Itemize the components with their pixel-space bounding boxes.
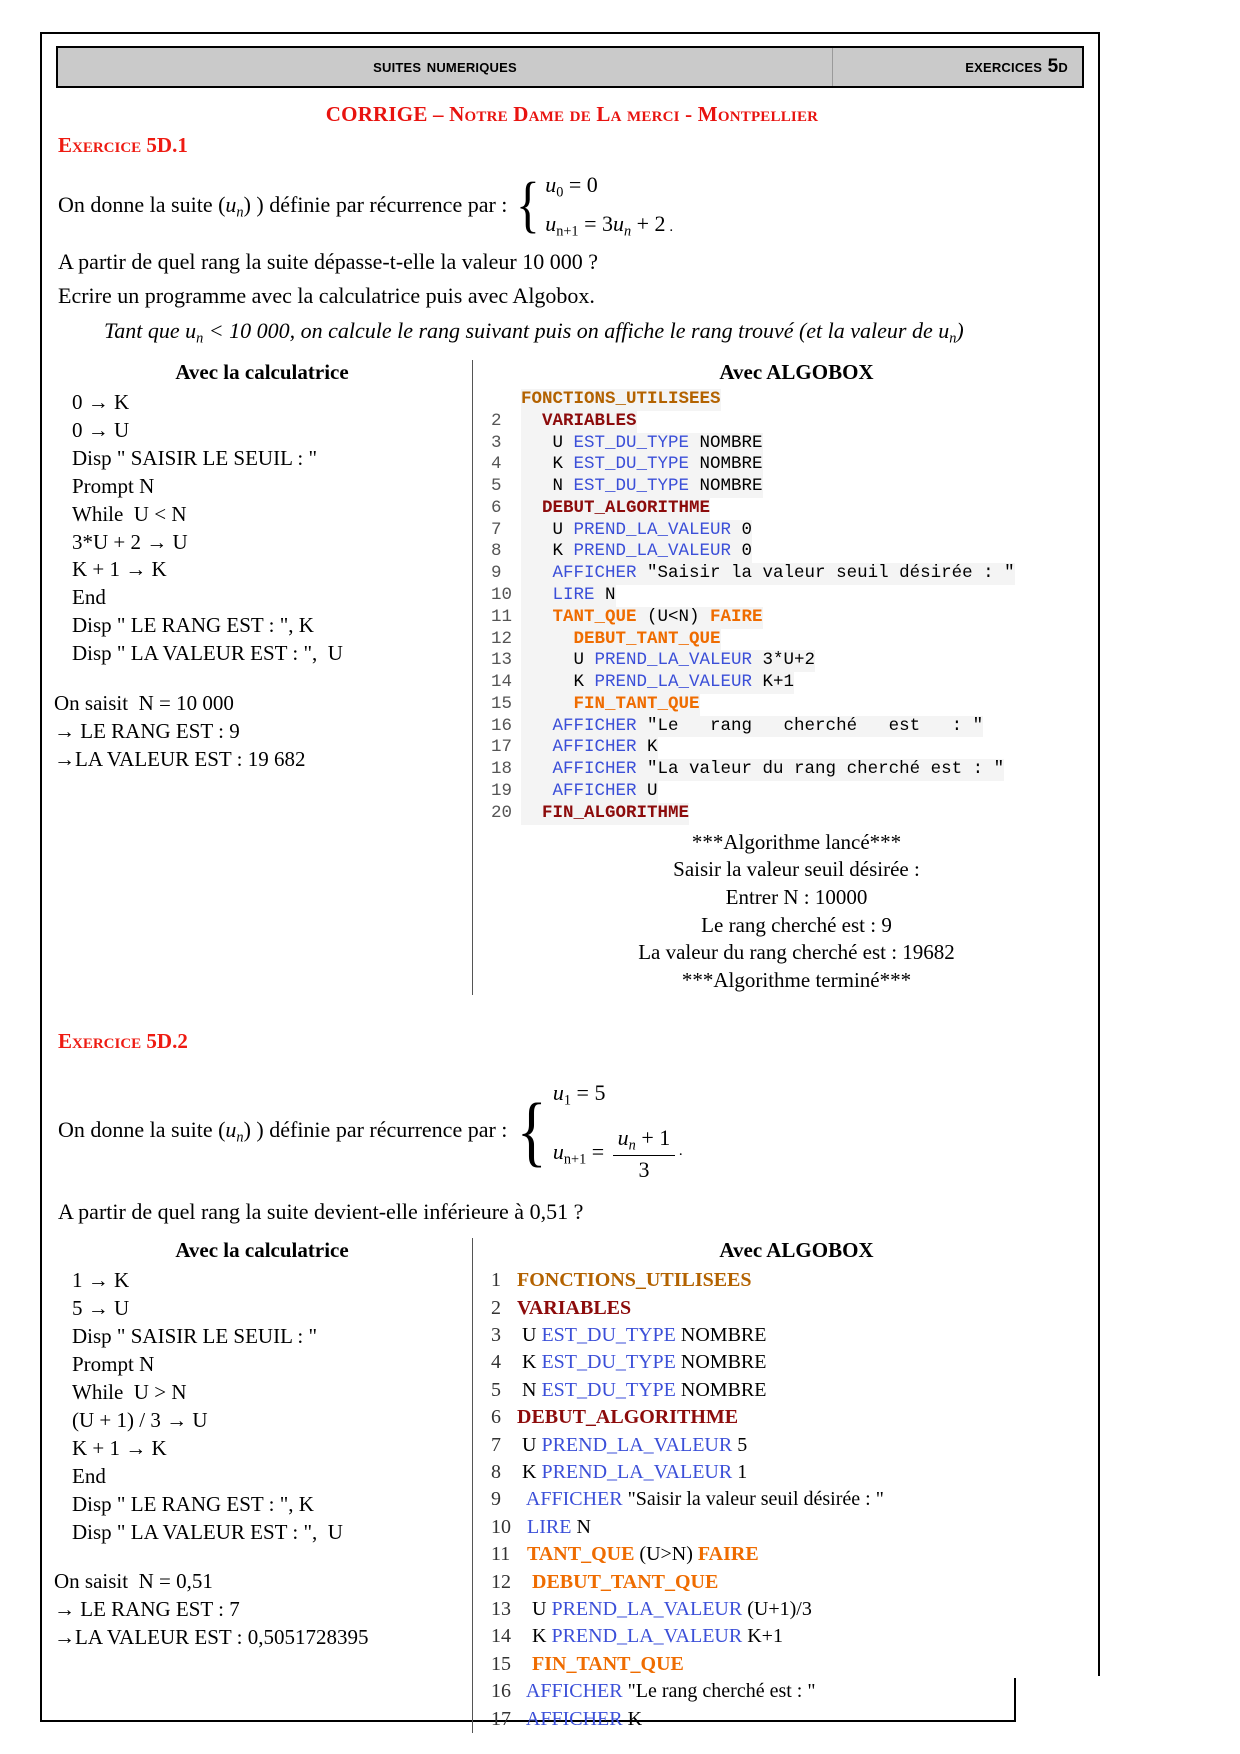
output-line: Saisir la valeur seuil désirée : <box>673 857 920 882</box>
result-line: → LE RANG EST : 9 <box>54 719 240 744</box>
algobox-token: U <box>517 1433 542 1456</box>
intro-end-text: ) définie par récurrence par : <box>256 191 508 217</box>
system-line-1: $u_0 = 0$ <box>545 172 598 201</box>
algobox-line-number: 3 <box>491 1324 501 1347</box>
algobox-line-code <box>517 1267 752 1294</box>
note-part-2: < 10 000, on calcule le rang suivant puis on affiche le rang trouvé (et la valeur de u <box>208 318 950 344</box>
algobox-line-code <box>517 1404 738 1431</box>
algobox-token: EST_DU_TYPE <box>573 476 690 497</box>
algobox-token <box>521 411 542 431</box>
algobox-line-code <box>517 1459 747 1486</box>
algobox-token: NOMBRE <box>675 1351 767 1374</box>
algobox-token: DEBUT_ALGORITHME <box>517 1406 739 1429</box>
algobox-line-number: 4 <box>491 1351 501 1374</box>
algobox-line-number: 15 <box>491 1652 511 1675</box>
calc-line: Prompt N <box>72 473 155 498</box>
algobox-line-code <box>517 1678 816 1705</box>
algobox-token: DEBUT_TANT_QUE <box>573 628 721 649</box>
algobox-line-number: 12 <box>491 1570 511 1593</box>
algobox-line <box>491 520 1102 542</box>
calc-line: End <box>72 1463 106 1488</box>
algobox-line-number: 6 <box>491 497 502 518</box>
algobox-line-code <box>521 672 794 694</box>
algobox-line <box>491 1459 1102 1486</box>
exercise-1-calc-results <box>52 690 472 774</box>
exercise-1-run-output <box>491 829 1102 995</box>
algobox-line-number: 4 <box>491 454 502 475</box>
exercise-1-algobox-column <box>472 360 1102 995</box>
algobox-line <box>491 1404 1102 1431</box>
algobox-line-number: 16 <box>491 1680 511 1703</box>
exercise-2-calc-heading: Avec la calculatrice <box>175 1238 349 1263</box>
calc-line: Disp " SAISIR LE SEUIL : " <box>72 445 318 470</box>
algobox-token: PREND_LA_VALEUR <box>551 1597 743 1620</box>
result-line: → LE RANG EST : 7 <box>54 1597 240 1622</box>
algobox-token <box>521 759 553 779</box>
algobox-token: AFFICHER <box>552 563 637 584</box>
algobox-token: AFFICHER <box>552 715 637 736</box>
algobox-line <box>491 411 1102 433</box>
algobox-token: NOMBRE <box>689 454 763 475</box>
algobox-token: U <box>517 1597 552 1620</box>
algobox-line-number: 9 <box>491 1488 501 1511</box>
algobox-line <box>491 607 1102 629</box>
algobox-token: PREND_LA_VALEUR <box>551 1625 743 1648</box>
calc-line: 0 → U <box>72 417 130 442</box>
exercise-2-system <box>513 1080 683 1184</box>
algobox-token: U <box>521 519 574 540</box>
exercise-2-calc-results <box>52 1568 472 1652</box>
note-part-1: Tant que u <box>104 318 197 344</box>
header-right-title: exercices 5d <box>965 56 1068 77</box>
algobox-line-code <box>517 1432 747 1459</box>
algobox-token: NOMBRE <box>689 432 763 453</box>
algobox-line <box>491 541 1102 563</box>
page-header <box>56 46 1084 88</box>
algobox-token: 1 <box>732 1461 748 1483</box>
algobox-line <box>491 454 1102 476</box>
algobox-token <box>521 716 553 736</box>
algobox-line <box>491 1377 1102 1404</box>
algobox-token: AFFICHER <box>552 781 637 801</box>
output-line: La valeur du rang cherché est : 19682 <box>638 940 955 965</box>
algobox-line <box>491 716 1102 738</box>
algobox-line-code <box>521 607 763 629</box>
algobox-line-number: 16 <box>491 715 513 736</box>
algobox-line-code <box>521 629 721 651</box>
algobox-line <box>491 629 1102 651</box>
algobox-line-code <box>517 1349 766 1376</box>
algobox-line-number: 7 <box>491 519 502 540</box>
algobox-line-code <box>517 1706 642 1733</box>
algobox-line-number: 17 <box>491 737 513 758</box>
page-fold-corner <box>1014 1676 1100 1722</box>
algobox-line-number: 7 <box>491 1433 501 1456</box>
algobox-token: K <box>517 1351 542 1374</box>
algobox-token: PREND_LA_VALEUR <box>541 1461 733 1483</box>
algobox-line <box>491 1541 1102 1568</box>
algobox-token <box>521 498 542 518</box>
result-line: →LA VALEUR EST : 19 682 <box>54 747 306 771</box>
algobox-token: "Le rang cherché est : " <box>622 1680 816 1703</box>
algobox-line <box>491 737 1102 759</box>
calc-line: Disp " LA VALEUR EST : ", U <box>72 641 343 666</box>
algobox-line <box>491 1267 1102 1294</box>
algobox-token: FONCTIONS_UTILISEES <box>517 1269 752 1292</box>
exercise-2-title: Exercice 5D.2 <box>58 1028 188 1053</box>
algobox-line <box>491 1432 1102 1459</box>
algobox-line-code <box>521 737 658 759</box>
exercise-2-algobox-code <box>491 1267 1102 1733</box>
algobox-token <box>521 803 542 823</box>
calc-line: While U > N <box>72 1379 187 1404</box>
algobox-token: FAIRE <box>710 606 763 627</box>
exercise-1-note: Tant que $u_n < 10$ 000, on calcule le rang suivant puis on affiche le rang trouvé (et la valeur de $u_n$) <box>104 318 964 347</box>
algobox-line-code <box>521 585 616 607</box>
calc-line: End <box>72 585 106 610</box>
algobox-token <box>521 607 553 627</box>
calc-line: K + 1 → K <box>72 557 167 582</box>
result-line: On saisit N = 10 000 <box>54 691 234 716</box>
algobox-line-code <box>521 476 763 498</box>
output-line: ***Algorithme lancé*** <box>691 829 902 854</box>
algobox-token: "Saisir la valeur seuil désirée : " <box>622 1488 884 1511</box>
exercise-1-calculator-column <box>42 360 472 995</box>
algobox-token: 5 <box>732 1433 748 1456</box>
algobox-token: FIN_ALGORITHME <box>542 802 690 823</box>
calc-line: 5 → U <box>72 1296 130 1321</box>
calc-line: 3*U + 2 → U <box>72 529 188 554</box>
algobox-line-code <box>521 716 983 738</box>
exercise-2-algobox-heading: Avec ALGOBOX <box>719 1238 874 1263</box>
algobox-line <box>491 1651 1102 1678</box>
note-part-3: ) <box>956 318 964 344</box>
algobox-line-number: 5 <box>491 1378 501 1401</box>
algobox-token: EST_DU_TYPE <box>573 454 690 475</box>
algobox-line-number <box>491 389 521 411</box>
algobox-token: TANT_QUE <box>527 1543 635 1566</box>
algobox-token: K <box>521 454 574 475</box>
algobox-line-code <box>521 803 689 825</box>
exercise-2-question: A partir de quel rang la suite devient-elle inférieure à 0,51 ? <box>58 1199 584 1225</box>
algobox-token <box>521 629 574 649</box>
algobox-token <box>521 563 553 583</box>
calc-line: Disp " LE RANG EST : ", K <box>72 613 314 638</box>
algobox-line-number: 3 <box>491 432 502 453</box>
system-line-2: $u_{n+1} = 3u_n + 2$ . <box>545 211 674 240</box>
algobox-line <box>491 1678 1102 1705</box>
calc-line: K + 1 → K <box>72 1435 167 1460</box>
result-line: →LA VALEUR EST : 0,5051728395 <box>54 1625 369 1650</box>
algobox-line-number: 2 <box>491 1296 501 1319</box>
exercise-1-question: A partir de quel rang la suite dépasse-t-elle la valeur 10 000 ? <box>58 248 599 274</box>
algobox-token: PREND_LA_VALEUR <box>573 541 732 562</box>
algobox-token: U <box>521 432 574 453</box>
algobox-line <box>491 759 1102 781</box>
spacer <box>52 668 472 690</box>
algobox-token: K <box>521 672 595 693</box>
algobox-token: FIN_TANT_QUE <box>532 1652 684 1675</box>
calc-line: Prompt N <box>72 1352 155 1377</box>
algobox-line-number: 10 <box>491 1515 511 1538</box>
algobox-token: K+1 <box>742 1625 783 1648</box>
algobox-line-code <box>521 541 752 563</box>
algobox-line-number: 8 <box>491 541 502 562</box>
algobox-line-number: 19 <box>491 781 513 801</box>
algobox-line <box>491 585 1102 607</box>
algobox-token: (U>N) <box>634 1543 698 1566</box>
algobox-token <box>517 1543 527 1565</box>
algobox-line <box>491 1349 1102 1376</box>
algobox-line-code <box>521 433 763 455</box>
algobox-token <box>521 585 553 605</box>
algobox-token <box>517 1708 526 1730</box>
algobox-line-number: 14 <box>491 672 513 693</box>
calc-line: Disp " LE RANG EST : ", K <box>72 1491 314 1516</box>
algobox-line <box>491 1322 1102 1349</box>
algobox-line-code <box>517 1541 759 1568</box>
algobox-token: N <box>517 1378 542 1401</box>
algobox-line-code <box>517 1295 631 1322</box>
algobox-line-number: 14 <box>491 1625 511 1648</box>
algobox-token: NOMBRE <box>689 476 763 497</box>
exercise-1-algobox-heading: Avec ALGOBOX <box>719 359 874 384</box>
algobox-line-number: 20 <box>491 802 513 823</box>
exercise-1-statement <box>58 172 1102 241</box>
algobox-line-number: 12 <box>491 628 513 649</box>
algobox-line-number: 2 <box>491 410 502 431</box>
calc-line: Disp " SAISIR LE SEUIL : " <box>72 1324 318 1349</box>
algobox-token: VARIABLES <box>542 410 637 431</box>
algobox-line-number: 17 <box>491 1707 511 1730</box>
exercise-2-intro <box>58 1117 507 1146</box>
algobox-token <box>517 1680 526 1702</box>
algobox-line-code <box>521 389 721 411</box>
algobox-line-code <box>521 411 637 433</box>
algobox-token: 3*U+2 <box>752 650 816 671</box>
algobox-token: PREND_LA_VALEUR <box>594 672 753 693</box>
spacer <box>52 1546 472 1568</box>
algobox-line-code <box>521 781 658 803</box>
algobox-line-code <box>517 1596 812 1623</box>
system-line-1: $u_1 = 5$ <box>552 1079 606 1109</box>
algobox-token: FONCTIONS_UTILISEES <box>521 388 721 409</box>
corrige-line: CORRIGE – Notre Dame de La merci - Montpellier <box>325 102 819 126</box>
algobox-line-number: 11 <box>491 606 513 627</box>
algobox-token: AFFICHER <box>525 1707 623 1730</box>
algobox-token: 0 <box>731 519 753 540</box>
exercise-1-title: Exercice 5D.1 <box>58 133 188 157</box>
algobox-token: TANT_QUE <box>552 606 637 627</box>
algobox-token: AFFICHER <box>552 737 637 758</box>
algobox-token: DEBUT_TANT_QUE <box>532 1570 719 1593</box>
algobox-token: N <box>594 584 616 605</box>
algobox-token: PREND_LA_VALEUR <box>573 519 732 540</box>
algobox-line <box>491 694 1102 716</box>
algobox-token <box>517 1516 527 1538</box>
algobox-token: AFFICHER <box>552 759 637 780</box>
algobox-line-code <box>521 650 815 672</box>
algobox-token: K <box>521 541 574 562</box>
algobox-line <box>491 1596 1102 1623</box>
output-line: Le rang cherché est : 9 <box>701 912 892 937</box>
algobox-token: AFFICHER <box>525 1488 623 1511</box>
algobox-token: U <box>636 781 658 801</box>
algobox-token: U <box>517 1324 542 1347</box>
algobox-token: LIRE <box>527 1515 572 1538</box>
algobox-token: (U+1)/3 <box>742 1597 812 1620</box>
header-right-cell <box>833 48 1082 86</box>
algobox-line-number: 9 <box>491 563 502 584</box>
sequence-notation: $(u_n)$ <box>218 191 257 220</box>
algobox-token: "La valeur du rang cherché est : " <box>636 759 1005 780</box>
output-line: Entrer N : 10000 <box>725 885 868 909</box>
sequence-notation: $(u_n)$ <box>218 1117 257 1146</box>
algobox-line <box>491 1295 1102 1322</box>
calc-line: Disp " LA VALEUR EST : ", U <box>72 1519 343 1544</box>
algobox-line <box>491 389 1102 411</box>
algobox-line-number: 13 <box>491 1597 511 1620</box>
algobox-token: K <box>636 737 658 758</box>
algobox-token: AFFICHER <box>525 1680 623 1703</box>
algobox-token: "Saisir la valeur seuil désirée : " <box>636 563 1015 584</box>
algobox-token <box>517 1488 526 1510</box>
algobox-token: FIN_TANT_QUE <box>573 693 700 714</box>
algobox-line <box>491 803 1102 825</box>
algobox-token: (U<N) <box>636 606 711 627</box>
algobox-line <box>491 563 1102 585</box>
algobox-line-number: 13 <box>491 650 513 671</box>
intro-text: On donne la suite <box>58 1117 213 1143</box>
algobox-line-code <box>521 454 763 476</box>
algobox-token <box>521 737 553 757</box>
algobox-token: EST_DU_TYPE <box>541 1378 676 1401</box>
algobox-line <box>491 1486 1102 1513</box>
algobox-token: "Le rang cherché est : " <box>636 715 984 736</box>
algobox-line-number: 5 <box>491 476 502 497</box>
algobox-line <box>491 672 1102 694</box>
algobox-line <box>491 476 1102 498</box>
exercise-2-statement <box>58 1080 1102 1184</box>
algobox-line-code <box>521 520 752 542</box>
exercise-2-calculator-column <box>42 1238 472 1733</box>
algobox-line <box>491 498 1102 520</box>
exercise-1-instruction: Ecrire un programme avec la calculatrice puis avec Algobox. <box>58 283 595 309</box>
system-line-2: $u_{n+1}$ = $\frac{u_n + 1}{3}$ · <box>552 1125 684 1183</box>
output-line: ***Algorithme terminé*** <box>681 968 912 993</box>
algobox-token: VARIABLES <box>517 1296 632 1319</box>
algobox-line-code <box>517 1377 766 1404</box>
algobox-line-code <box>521 694 700 716</box>
exercise-1-intro <box>58 192 507 221</box>
algobox-token <box>521 781 553 801</box>
calc-line: While U < N <box>72 501 187 526</box>
algobox-token: EST_DU_TYPE <box>573 432 690 453</box>
algobox-token: EST_DU_TYPE <box>541 1324 676 1347</box>
algobox-line-number: 6 <box>491 1406 501 1429</box>
algobox-token <box>517 1571 532 1593</box>
algobox-line-number: 11 <box>491 1543 511 1566</box>
algobox-token: K <box>517 1461 542 1483</box>
brace-glyph: { <box>516 171 541 240</box>
header-left-cell <box>58 48 833 86</box>
algobox-line <box>491 1514 1102 1541</box>
algobox-token: EST_DU_TYPE <box>541 1351 676 1374</box>
algobox-token: DEBUT_ALGORITHME <box>542 497 711 518</box>
algobox-token: PREND_LA_VALEUR <box>594 650 753 671</box>
algobox-line <box>491 1706 1102 1733</box>
algobox-line <box>491 781 1102 803</box>
algobox-line-code <box>517 1651 684 1678</box>
algobox-token: 0 <box>731 541 753 562</box>
algobox-line-number: 8 <box>491 1461 501 1483</box>
algobox-line-code <box>517 1569 718 1596</box>
algobox-token: LIRE <box>552 584 595 605</box>
algobox-token: NOMBRE <box>675 1378 767 1401</box>
document-content <box>42 92 1102 1733</box>
fraction: $\frac{u_n + 1}{3}$ <box>613 1125 676 1183</box>
document-page <box>40 32 1100 1730</box>
algobox-line <box>491 650 1102 672</box>
algobox-line-code <box>521 498 710 520</box>
brace-glyph: { <box>517 1087 548 1175</box>
algobox-line <box>491 1569 1102 1596</box>
algobox-token <box>521 694 574 714</box>
algobox-line <box>491 433 1102 455</box>
algobox-line <box>491 1623 1102 1650</box>
exercise-1-calc-heading: Avec la calculatrice <box>175 359 349 384</box>
result-line: On saisit N = 0,51 <box>54 1569 213 1594</box>
exercise-1-algobox-code <box>491 389 1102 825</box>
algobox-line-number: 18 <box>491 759 513 780</box>
exercise-2-calc-program <box>52 1267 472 1546</box>
algobox-token: K <box>622 1707 643 1730</box>
algobox-token: N <box>521 476 574 497</box>
algobox-token: U <box>521 650 595 671</box>
algobox-token: PREND_LA_VALEUR <box>541 1433 733 1456</box>
exercise-2-algobox-column <box>472 1238 1102 1733</box>
exercise-1-system <box>513 172 673 241</box>
intro-end-text: ) définie par récurrence par : <box>256 1117 508 1143</box>
algobox-line-number: 1 <box>491 1269 501 1292</box>
algobox-token: N <box>571 1515 591 1538</box>
algobox-token: K+1 <box>752 672 795 693</box>
algobox-line-code <box>517 1623 783 1650</box>
algobox-line-code <box>521 759 1004 781</box>
exercise-2-columns <box>42 1238 1102 1733</box>
calc-line: (U + 1) / 3 → U <box>72 1407 208 1432</box>
algobox-line-code <box>517 1322 766 1349</box>
calc-line: 0 → K <box>72 389 130 414</box>
algobox-token: NOMBRE <box>675 1324 767 1347</box>
exercise-1-columns <box>42 360 1102 995</box>
algobox-line-code <box>517 1486 884 1513</box>
algobox-token <box>517 1653 532 1675</box>
algobox-token: K <box>517 1625 552 1648</box>
algobox-token: FAIRE <box>697 1543 759 1566</box>
algobox-line-code <box>517 1514 591 1541</box>
algobox-line-number: 10 <box>491 584 513 605</box>
algobox-line-number: 15 <box>491 693 513 714</box>
algobox-line-code <box>521 563 1015 585</box>
calc-line: 1 → K <box>72 1268 130 1293</box>
exercise-1-calc-program <box>52 389 472 668</box>
header-left-title: suites numeriques <box>373 56 517 77</box>
intro-text: On donne la suite <box>58 191 213 217</box>
